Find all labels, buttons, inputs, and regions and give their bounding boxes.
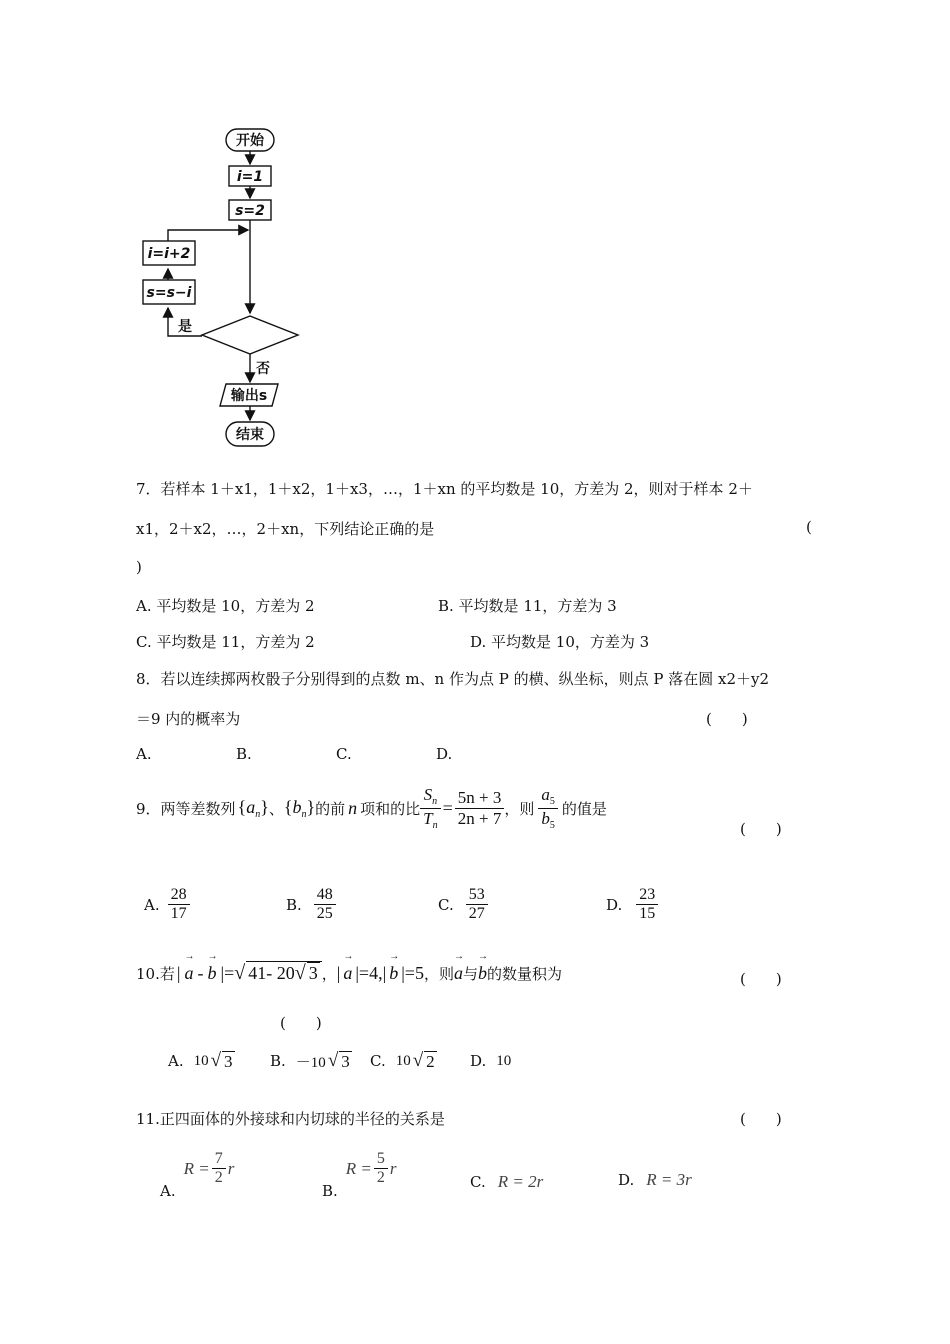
q8-option-b: B. [236, 745, 252, 763]
q10-option-a: A. 10 √ 3 [168, 1050, 233, 1071]
q7-paren-close: ) [136, 558, 142, 576]
q7-option-d: D. 平均数是 10，方差为 3 [470, 633, 650, 651]
q9-ratio-ab: $\frac{a_5}{b_5}$ [538, 785, 558, 831]
q8-paren: ( ) [706, 710, 748, 728]
flowchart-init-s: s=2 [235, 203, 265, 219]
q9-option-b: B. $\frac{48}{25}$ [286, 886, 336, 924]
q9-mid3: ，则 [504, 799, 535, 818]
q10-then: ，则 [423, 964, 454, 983]
flowchart [0, 0, 360, 460]
q8-line1: 8．若以连续掷两枚骰子分别得到的点数 m、n 作为点 P 的横、纵坐标，则点 P 落在圆 x2＋y2 [136, 670, 770, 688]
q10-option-d: D. 10 [470, 1052, 512, 1070]
q9-n: n [348, 797, 358, 818]
q11-text: 11.正四面体的外接球和内切球的半径的关系是 [136, 1110, 445, 1128]
q9-mid1: 的前 [315, 799, 346, 818]
q10-cond2: |=5 [401, 962, 424, 983]
q11-option-c: C. R = 2r [470, 1172, 544, 1191]
flowchart-update-i: i=i+2 [147, 246, 191, 262]
flowchart-update-s: s=s−i [146, 285, 192, 301]
q9-option-c: C. $\frac{53}{27}$ [438, 886, 488, 924]
q11-paren: ( ) [740, 1110, 782, 1128]
q7-line2: x1，2＋x2，…，2＋xn，下列结论正确的是 [136, 520, 435, 538]
q9-stem: 9．两等差数列 $\{a_n\}$ 、 $\{b_n\}$ 的前 n 项和的比 $\frac{S_n}{T_n}$ = $\frac{5n + 3}{2n + 7}$ ，则 $\frac{a_5}{b_5}$ 的值是 [136, 785, 607, 831]
q9-option-d: D. $\frac{23}{15}$ [606, 886, 658, 924]
q8-option-a: A. [136, 745, 152, 763]
q8-option-c: C. [336, 745, 352, 763]
q7-paren-open: ( [806, 518, 812, 536]
q10-option-b: B. －10 √ 3 [270, 1050, 350, 1071]
q10-option-c: C. 10 √ 2 [370, 1050, 435, 1071]
q9-ratio-expr: $\frac{5n + 3}{2n + 7}$ [455, 788, 505, 828]
q9-mid2: 项和的比 [360, 799, 421, 818]
q9-suffix: 的值是 [561, 799, 607, 818]
q10-stem: 10.若 | → a - → b |= √ 41- 20√ 3 ， | → a |=4,| → b |=5 ，则 → a 与 → b 的数量积为 [136, 958, 562, 988]
flowchart-end: 结束 [236, 427, 264, 443]
q7-option-c: C. 平均数是 11，方差为 2 [136, 633, 315, 651]
q10-suffix: 的数量积为 [486, 964, 562, 983]
flowchart-start: 开始 [236, 133, 264, 149]
q10-vec-b: → b [207, 963, 216, 984]
q7-line1: 7．若样本 1＋x1，1＋x2，1＋x3，…，1＋xn 的平均数是 10，方差为 2，则对于样本 2＋ [136, 480, 753, 498]
q11-option-a: A. R = $\frac{7}{2}$ r [160, 1150, 235, 1200]
q9-seq-b: $\{b_n\}$ [283, 796, 316, 820]
q10-vec-a: → a [184, 963, 193, 984]
q7-option-a: A. 平均数是 10，方差为 2 [136, 597, 315, 615]
q9-prefix: 9．两等差数列 [136, 799, 236, 818]
q10-cond: |=4,| [355, 962, 387, 983]
q10-radical: 41- 20√ 3 [246, 961, 321, 985]
flowchart-init-i: i=1 [236, 169, 264, 185]
q10-prefix: 10.若 [136, 964, 175, 983]
q9-seq-a: $\{a_n\}$ [237, 796, 269, 820]
q8-line2: ＝9 内的概率为 [136, 710, 241, 728]
q10-paren2: ( ) [280, 1014, 322, 1032]
q10-paren: ( ) [740, 970, 782, 988]
flowchart-decision-shape [202, 316, 298, 354]
q9-ratio-st: $\frac{S_n}{T_n}$ [420, 785, 440, 831]
q11-option-d: D. R = 3r [618, 1170, 692, 1189]
q9-sep: 、 [268, 799, 284, 818]
q11-option-b: B. R = $\frac{5}{2}$ r [322, 1150, 397, 1200]
flowchart-no-label: 否 [256, 361, 270, 377]
flowchart-yes-label: 是 [178, 319, 192, 335]
q9-paren: ( ) [740, 820, 782, 838]
q7-option-b: B. 平均数是 11，方差为 3 [438, 597, 617, 615]
q9-option-a: A. $\frac{28}{17}$ [144, 886, 190, 924]
flowchart-output: 输出s [230, 388, 268, 404]
q8-option-d: D. [436, 745, 453, 763]
